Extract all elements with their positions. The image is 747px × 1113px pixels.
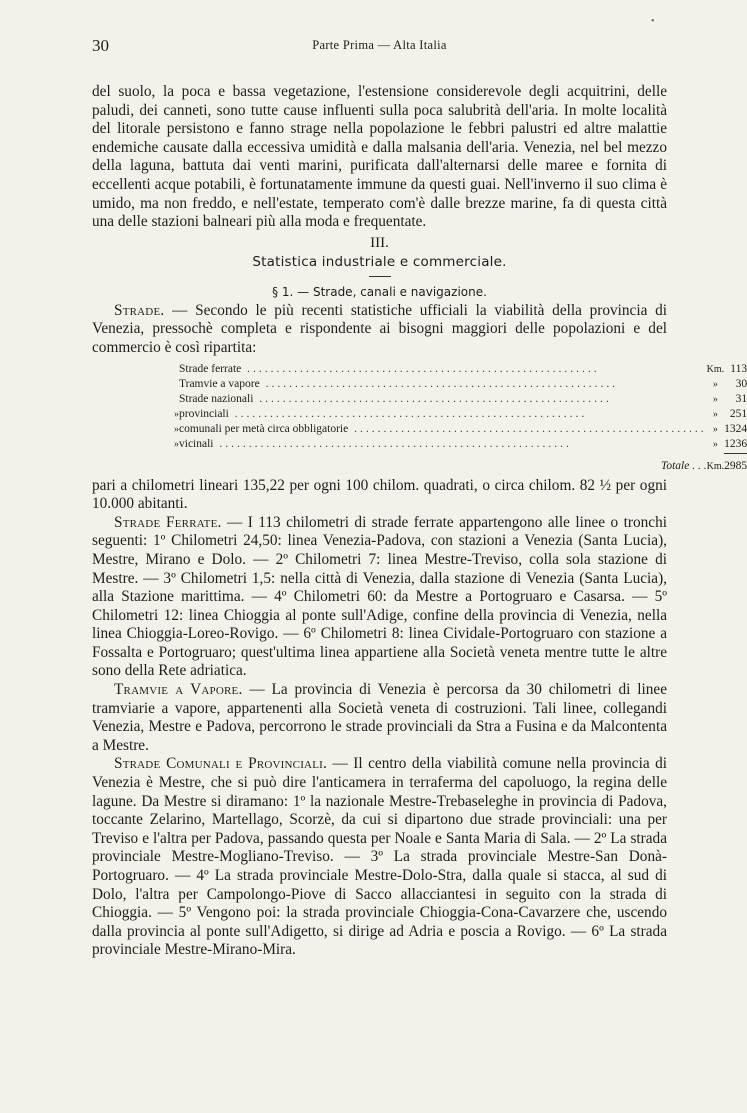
row-value: 30 xyxy=(735,377,747,390)
row-unit: » xyxy=(712,408,718,420)
leader-dots: ............................................................ xyxy=(213,437,572,450)
row-value: 31 xyxy=(735,392,747,405)
row-ditto-mark: » xyxy=(174,423,179,435)
comunali-paragraph xyxy=(92,755,667,960)
print-speck: • xyxy=(651,16,655,27)
strade-paragraph xyxy=(92,302,667,358)
leader-dots: ............................................................ xyxy=(253,392,612,405)
row-label: vicinali xyxy=(179,437,214,450)
page-number: 30 xyxy=(92,36,109,55)
tramvie-text: — La provincia di Venezia è percorsa da 30 chilometri di linee tramviarie a vapore, appartenenti alla Società veneta di costruzioni. Tali linee, collegandi Venezia, Mestre e Padova, percorrono le strade provinciali da Stra a Fusina e da Malcontenta a Mestre. xyxy=(92,681,667,754)
strade-ferrate-paragraph xyxy=(92,514,667,681)
row-label: comunali per metà circa obbligatorie xyxy=(179,422,349,435)
row-ditto-mark: » xyxy=(174,408,179,420)
table-row xyxy=(174,393,747,408)
strade-heading: Strade. xyxy=(114,301,165,319)
row-label-cell xyxy=(179,408,707,423)
row-label: Strade ferrate xyxy=(179,362,242,375)
row-label-cell xyxy=(179,393,707,408)
row-unit: Km. xyxy=(706,363,725,375)
tramvie-paragraph xyxy=(92,681,667,755)
row-label: Strade nazionali xyxy=(179,392,254,405)
leader-dots: ............................................................ xyxy=(228,407,588,420)
main-text xyxy=(92,83,747,960)
row-label-cell xyxy=(179,378,707,393)
row-label: provinciali xyxy=(179,407,229,420)
row-value: 1236 xyxy=(724,437,747,450)
table-total-row xyxy=(174,458,747,475)
row-value: 251 xyxy=(729,407,747,420)
leader-dots: ............................................................ xyxy=(259,377,619,390)
total-label: Totale . . . xyxy=(661,459,707,472)
row-unit: » xyxy=(712,423,718,435)
row-label: Tramvie a vapore xyxy=(179,377,260,390)
section-number: III. xyxy=(370,234,389,251)
row-value: 113 xyxy=(730,362,747,375)
row-label-cell xyxy=(179,423,707,438)
comunali-text: — Il centro della viabilità comune nella provincia di Venezia è Mestre, che si può dire l'anticamera in terraferma del capoluogo, la regina delle lagune. Da Mestre si diramano: 1º la nazionale Mestre-Trebaseleghe in provincia di Padova, toccante Zelarino, Martellago, Scorzè, da cui si dipartono due strade provinciali: una per Treviso e l'altra per Padova, passando questa per Noale e Santa Maria di Sala. — 2º La strada provinciale Mestre-Mogliano-Treviso. — 3º La strada provinciale Mestre-San Donà-Portogruaro. — 4º La strada provinciale Mestre-Dolo-Stra, dalla quale si stacca, al sud di Dolo, l'altra per Campolongo-Piove di Sacco allacciantesi in seguito con la strada di Chioggia. — 5º Vengono poi: la strada provinciale Chioggia-Cona-Cavarzere che, uscendo dalla provincia al ponte sull'Adigetto, si dirige ad Adria e poscia a Rovigo. — 6º La strada provinciale Mestre-Mirano-Mira. xyxy=(92,755,667,959)
strade-ferrate-heading: Strade Ferrate. xyxy=(114,513,222,531)
row-label-cell xyxy=(179,438,707,454)
table-row xyxy=(174,438,747,454)
section-rule xyxy=(369,276,391,277)
subsection-title: § 1. — Strade, canali e navigazione. xyxy=(272,284,487,299)
table-row xyxy=(174,423,747,438)
leader-dots: ............................................................ xyxy=(348,422,707,435)
strade-ferrate-text: — I 113 chilometri di strade ferrate appartengono alle linee o tronchi seguenti: 1º Chilometri 24,50: linea Venezia-Padova, con stazioni a Venezia (Santa Lucia), Mestre, Mirano e Dolo. — 2º Chilometri 7: linea Mestre-Treviso, colla sola stazione di Mestre. — 3º Chilometri 1,5: nella città di Venezia, dalla stazione di Venezia (Santa Lucia), alla Stazione marittima. — 4º Chilometri 60: da Mestre a Portogruaro e Casarsa. — 5º Chilometri 12: linea Chioggia al ponte sull'Adige, confine della provincia di Venezia, nella linea Chioggia-Loreo-Rovigo. — 6º Chilometri 8: linea Cividale-Portogruaro con stazione a Fossalta e Portogruaro; quest'ultima linea appartiene alla Società veneta mentre tutte le altre sono della Rete adriatica. xyxy=(92,513,667,680)
intro-paragraph: del suolo, la poca e bassa vegetazione, l'estensione considerevole degli acquitrini, delle paludi, dei canneti, sono tutte cause influenti sulla poca salubrità dell'aria. In molte località del litorale persistono e fanno strage nella popolazione le febbri palustri ed altre malattie endemiche causate dalla eccessiva umidità e dalla malsania dell'aria. Venezia, nel bel mezzo della laguna, battuta dai venti marini, purificata dall'alternarsi delle maree e fornita di eccellenti acque potabili, è fortunatamente immune da questi guai. Nell'inverno il suo clima è umido, ma non freddo, e nell'estate, temperato com'è dalle brezze marine, fa di questa città una delle stazioni balneari più alla moda e frequentate. xyxy=(92,83,667,231)
total-value: 2985 xyxy=(724,459,747,472)
leader-dots: ............................................................ xyxy=(241,362,600,375)
row-ditto-mark: » xyxy=(174,438,179,450)
comunali-heading: Strade Comunali e Provinciali. xyxy=(114,755,328,773)
table-row xyxy=(174,363,747,378)
row-label-cell xyxy=(179,363,707,378)
total-unit: Km. xyxy=(706,460,725,472)
strade-text: — Secondo le più recenti statistiche ufficiali la viabilità della provincia di Venezia, pressochè completa e rispondente ai bisogni maggiori delle popolazioni e del commercio è così ripartita: xyxy=(92,301,667,356)
table-row xyxy=(174,408,747,423)
row-unit: » xyxy=(712,393,718,405)
section-title: Statistica industriale e commerciale. xyxy=(252,253,507,270)
row-value: 1324 xyxy=(724,422,747,435)
page-header xyxy=(92,36,667,56)
tramvie-heading: Tramvie a Vapore. xyxy=(114,681,243,699)
row-unit: » xyxy=(712,378,718,390)
road-statistics-table xyxy=(174,363,747,475)
running-title: Parte Prima — Alta Italia xyxy=(312,38,447,52)
after-table-paragraph: pari a chilometri lineari 135,22 per ogni 100 chilom. quadrati, o circa chilom. 82 ½ per ogni 10.000 abitanti. xyxy=(92,476,667,513)
table-row xyxy=(174,378,747,393)
row-unit: » xyxy=(712,438,718,450)
